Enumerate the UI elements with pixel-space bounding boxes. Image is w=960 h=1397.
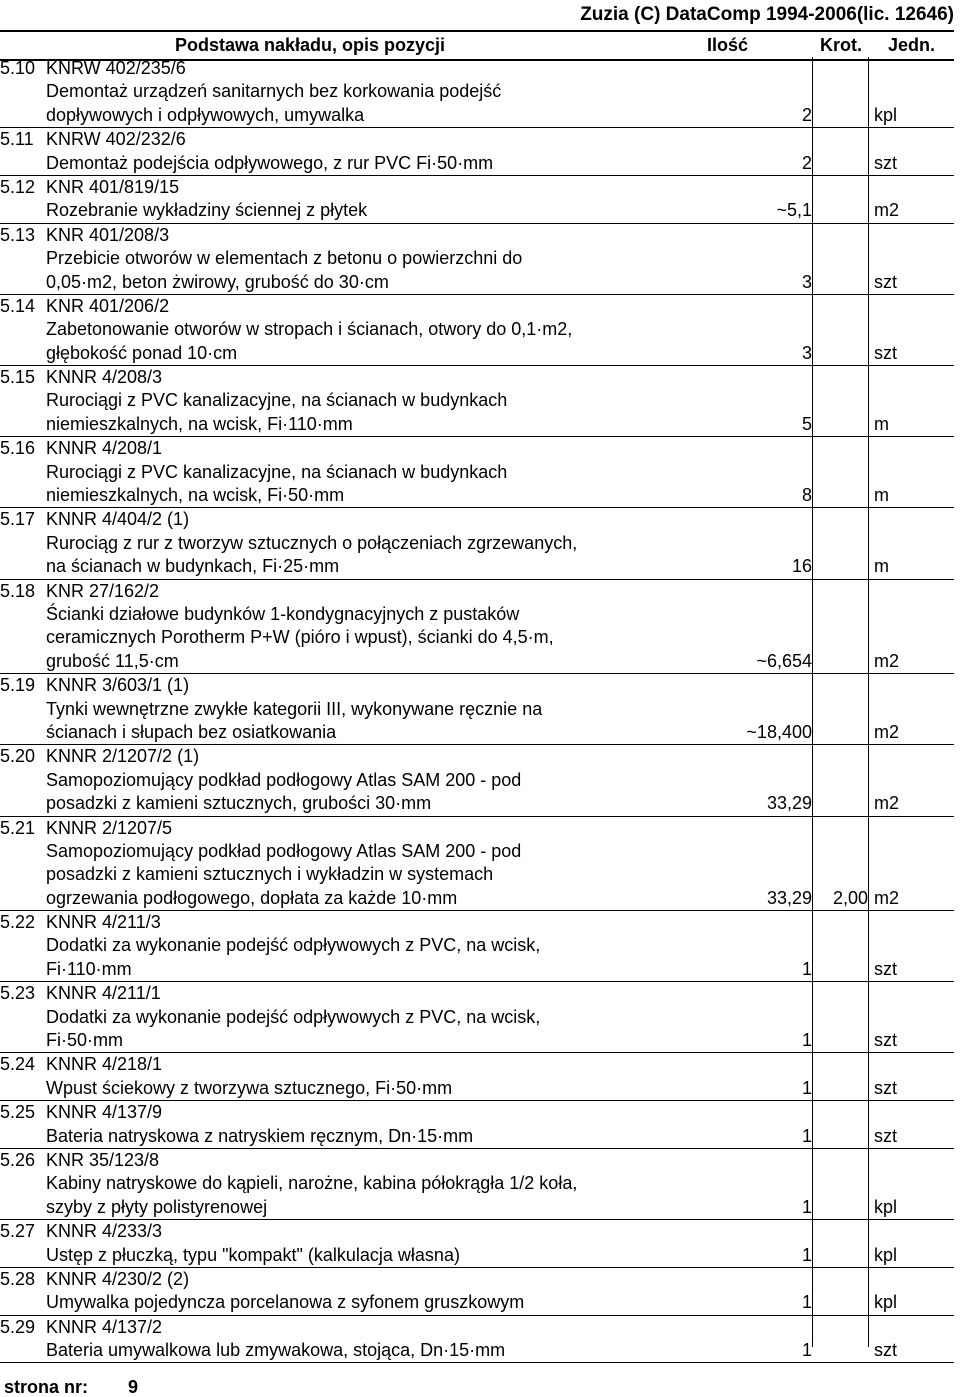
item-number: 5.25: [0, 1102, 36, 1123]
item-quantity: 1: [801, 1125, 812, 1146]
item-norm-code: KNR 401/208/3: [46, 224, 170, 245]
item-description-line: Zabetonowanie otworów w stropach i ścianach, otwory do 0,1·m2,: [46, 319, 573, 340]
item-description-line: Rurociągi z PVC kanalizacyjne, na ścianach w budynkach: [46, 390, 508, 411]
software-license-line: Zuzia (C) DataComp 1994-2006(lic. 12646): [580, 4, 954, 25]
item-norm-code: KNNR 4/230/2 (2): [46, 1268, 190, 1289]
item-number: 5.22: [0, 912, 36, 933]
item-norm-code: KNR 27/162/2: [46, 580, 160, 601]
item-quantity: 33,29: [766, 887, 812, 908]
item-unit: szt: [874, 1077, 898, 1098]
item-number: 5.14: [0, 295, 36, 316]
item-description-line: 0,05·m2, beton żwirowy, grubość do 30·cm: [46, 271, 389, 292]
item-quantity: 1: [801, 1244, 812, 1265]
column-separator-qty: [812, 57, 813, 1347]
table-row: [0, 1101, 954, 1149]
item-quantity: 2: [801, 104, 812, 125]
item-quantity: ~18,400: [746, 721, 812, 742]
item-description-line: niemieszkalnych, na wcisk, Fi·110·mm: [46, 413, 353, 434]
table-row: [0, 224, 954, 295]
table-row: [0, 1053, 954, 1101]
item-description-line: Kabiny natryskowe do kąpieli, narożne, kabina półokrągła 1/2 koła,: [46, 1173, 578, 1194]
item-number: 5.26: [0, 1149, 36, 1170]
item-unit: kpl: [874, 104, 898, 125]
item-description-line: szyby z płyty polistyrenowej: [46, 1196, 268, 1217]
item-description-line: Ustęp z płuczką, typu "kompakt" (kalkulacja własna): [46, 1244, 460, 1265]
table-row: [0, 57, 954, 128]
item-description-line: posadzki z kamieni sztucznych, grubości 30·mm: [46, 793, 432, 814]
item-norm-code: KNNR 3/603/1 (1): [46, 675, 190, 696]
item-unit: szt: [874, 342, 898, 363]
table-row: [0, 508, 954, 579]
item-description-line: Dodatki za wykonanie podejść odpływowych z PVC, na wcisk,: [46, 935, 541, 956]
item-number: 5.19: [0, 675, 36, 696]
item-description-line: Fi·50·mm: [46, 1030, 123, 1051]
item-quantity: 1: [801, 1340, 812, 1361]
page-footer: [4, 1377, 138, 1397]
item-norm-code: KNNR 4/233/3: [46, 1221, 163, 1242]
item-description-line: Bateria umywalkowa lub zmywakowa, stojąca, Dn·15·mm: [46, 1340, 506, 1361]
header-quantity: Ilość: [707, 35, 749, 55]
item-number: 5.13: [0, 224, 36, 245]
item-unit: szt: [874, 1340, 898, 1361]
item-quantity: 33,29: [766, 793, 812, 814]
item-unit: szt: [874, 1125, 898, 1146]
item-norm-code: KNRW 402/232/6: [46, 129, 186, 150]
item-norm-code: KNNR 4/211/3: [46, 912, 161, 933]
table-row: [0, 911, 954, 982]
item-number: 5.27: [0, 1221, 36, 1242]
table-row: [0, 176, 954, 224]
item-quantity: 3: [801, 271, 812, 292]
item-number: 5.16: [0, 438, 36, 459]
item-norm-code: KNR 401/206/2: [46, 295, 170, 316]
item-description-line: głębokość ponad 10·cm: [46, 342, 238, 363]
item-unit: szt: [874, 152, 898, 173]
table-row: [0, 982, 954, 1053]
item-unit: szt: [874, 1030, 898, 1050]
item-description-line: Rozebranie wykładziny ściennej z płytek: [46, 200, 368, 221]
item-number: 5.29: [0, 1316, 36, 1337]
item-description-line: Umywalka pojedyncza porcelanowa z syfonem gruszkowym: [46, 1292, 525, 1313]
item-norm-code: KNNR 4/218/1: [46, 1054, 163, 1075]
item-quantity: 1: [801, 1196, 812, 1217]
table-row: [0, 128, 954, 176]
table-row: [0, 1268, 954, 1316]
item-norm-code: KNR 401/819/15: [46, 176, 180, 197]
column-separator-krot: [868, 57, 869, 1347]
item-norm-code: KNNR 4/211/1: [46, 983, 161, 1004]
table-row: [0, 1149, 954, 1220]
item-description-line: Bateria natryskowa z natryskiem ręcznym, Dn·15·mm: [46, 1125, 474, 1146]
item-quantity: 1: [801, 1077, 812, 1098]
item-number: 5.21: [0, 817, 36, 838]
item-number: 5.28: [0, 1268, 36, 1289]
item-number: 5.15: [0, 367, 36, 388]
item-norm-code: KNNR 4/404/2 (1): [46, 509, 190, 530]
item-unit: m2: [874, 887, 900, 908]
item-description-line: grubość 11,5·cm: [46, 650, 179, 671]
item-description-line: Samopoziomujący podkład podłogowy Atlas SAM 200 - pod: [46, 769, 522, 790]
item-unit: m: [874, 485, 889, 506]
item-unit: kpl: [874, 1292, 898, 1313]
item-description-line: na ścianach w budynkach, Fi·25·mm: [46, 556, 340, 577]
item-quantity: 1: [801, 1030, 812, 1050]
table-row: [0, 817, 954, 912]
item-description-line: Przebicie otworów w elementach z betonu o powierzchni do: [46, 248, 523, 269]
item-norm-code: KNNR 4/208/3: [46, 367, 163, 388]
item-multiplier: 2,00: [832, 887, 868, 908]
item-quantity: 2: [801, 152, 812, 173]
item-quantity: ~6,654: [756, 650, 812, 671]
page-label: strona nr:: [4, 1377, 89, 1397]
item-norm-code: KNRW 402/235/6: [46, 58, 186, 78]
item-number: 5.18: [0, 580, 36, 601]
item-number: 5.24: [0, 1054, 36, 1075]
item-unit: szt: [874, 271, 898, 292]
item-description-line: Dodatki za wykonanie podejść odpływowych z PVC, na wcisk,: [46, 1006, 541, 1027]
item-description-line: Demontaż podejścia odpływowego, z rur PVC Fi·50·mm: [46, 152, 494, 173]
item-number: 5.12: [0, 176, 36, 197]
item-norm-code: KNNR 4/137/2: [46, 1316, 163, 1337]
item-quantity: ~5,1: [776, 200, 812, 221]
item-norm-code: KNNR 2/1207/5: [46, 817, 173, 838]
item-unit: m2: [874, 721, 900, 742]
table-row: [0, 745, 954, 816]
item-description-line: Demontaż urządzeń sanitarnych bez korkowania podejść: [46, 81, 502, 102]
item-unit: m2: [874, 650, 900, 671]
item-unit: m2: [874, 793, 900, 814]
item-description-line: dopływowych i odpływowych, umywalka: [46, 104, 365, 125]
item-quantity: 3: [801, 342, 812, 363]
item-description-line: ścianach i słupach bez osiatkowania: [46, 721, 337, 742]
header-unit: Jedn.: [888, 35, 936, 55]
item-description-line: Rurociągi z PVC kanalizacyjne, na ścianach w budynkach: [46, 461, 508, 482]
item-norm-code: KNNR 4/208/1: [46, 438, 163, 459]
item-number: 5.23: [0, 983, 36, 1004]
item-unit: kpl: [874, 1244, 898, 1265]
item-description-line: Tynki wewnętrzne zwykłe kategorii III, wykonywane ręcznie na: [46, 698, 543, 719]
item-unit: m: [874, 413, 889, 434]
item-description-line: Wpust ściekowy z tworzywa sztucznego, Fi·50·mm: [46, 1077, 453, 1098]
table-row: [0, 1316, 954, 1364]
header-multiplier: Krot.: [820, 35, 862, 55]
item-number: 5.11: [0, 129, 34, 150]
item-unit: m: [874, 556, 889, 577]
item-number: 5.17: [0, 509, 36, 530]
table-row: [0, 295, 954, 366]
item-description-line: Rurociąg z rur z tworzyw sztucznych o połączeniach zgrzewanych,: [46, 532, 578, 553]
item-quantity: 1: [801, 958, 812, 979]
item-description-line: posadzki z kamieni sztucznych i wykładzin w systemach: [46, 864, 494, 885]
item-description-line: niemieszkalnych, na wcisk, Fi·50·mm: [46, 485, 345, 506]
item-description-line: Ścianki działowe budynków 1-kondygnacyjnych z pustaków: [46, 603, 520, 624]
item-quantity: 8: [801, 485, 812, 506]
item-number: 5.10: [0, 58, 36, 78]
item-unit: kpl: [874, 1196, 898, 1217]
item-description-line: Samopoziomujący podkład podłogowy Atlas SAM 200 - pod: [46, 840, 522, 861]
item-quantity: 5: [801, 413, 812, 434]
item-norm-code: KNR 35/123/8: [46, 1149, 160, 1170]
item-norm-code: KNNR 4/137/9: [46, 1102, 163, 1123]
item-quantity: 16: [791, 556, 812, 577]
header-description: Podstawa nakładu, opis pozycji: [175, 35, 446, 55]
item-quantity: 1: [801, 1292, 812, 1313]
item-number: 5.20: [0, 746, 36, 767]
item-description-line: ceramicznych Porotherm P+W (pióro i wpust), ścianki do 4,5·m,: [46, 627, 554, 648]
table-row: [0, 1220, 954, 1268]
item-unit: m2: [874, 200, 900, 221]
cost-items-table: [0, 57, 954, 1363]
table-row: [0, 580, 954, 675]
table-row: [0, 366, 954, 437]
table-row: [0, 437, 954, 508]
item-description-line: Fi·110·mm: [46, 958, 132, 979]
item-unit: szt: [874, 958, 898, 979]
table-row: [0, 674, 954, 745]
item-norm-code: KNNR 2/1207/2 (1): [46, 746, 200, 767]
page-number: 9: [128, 1377, 139, 1397]
item-description-line: ogrzewania podłogowego, dopłata za każde 10·mm: [46, 887, 458, 908]
